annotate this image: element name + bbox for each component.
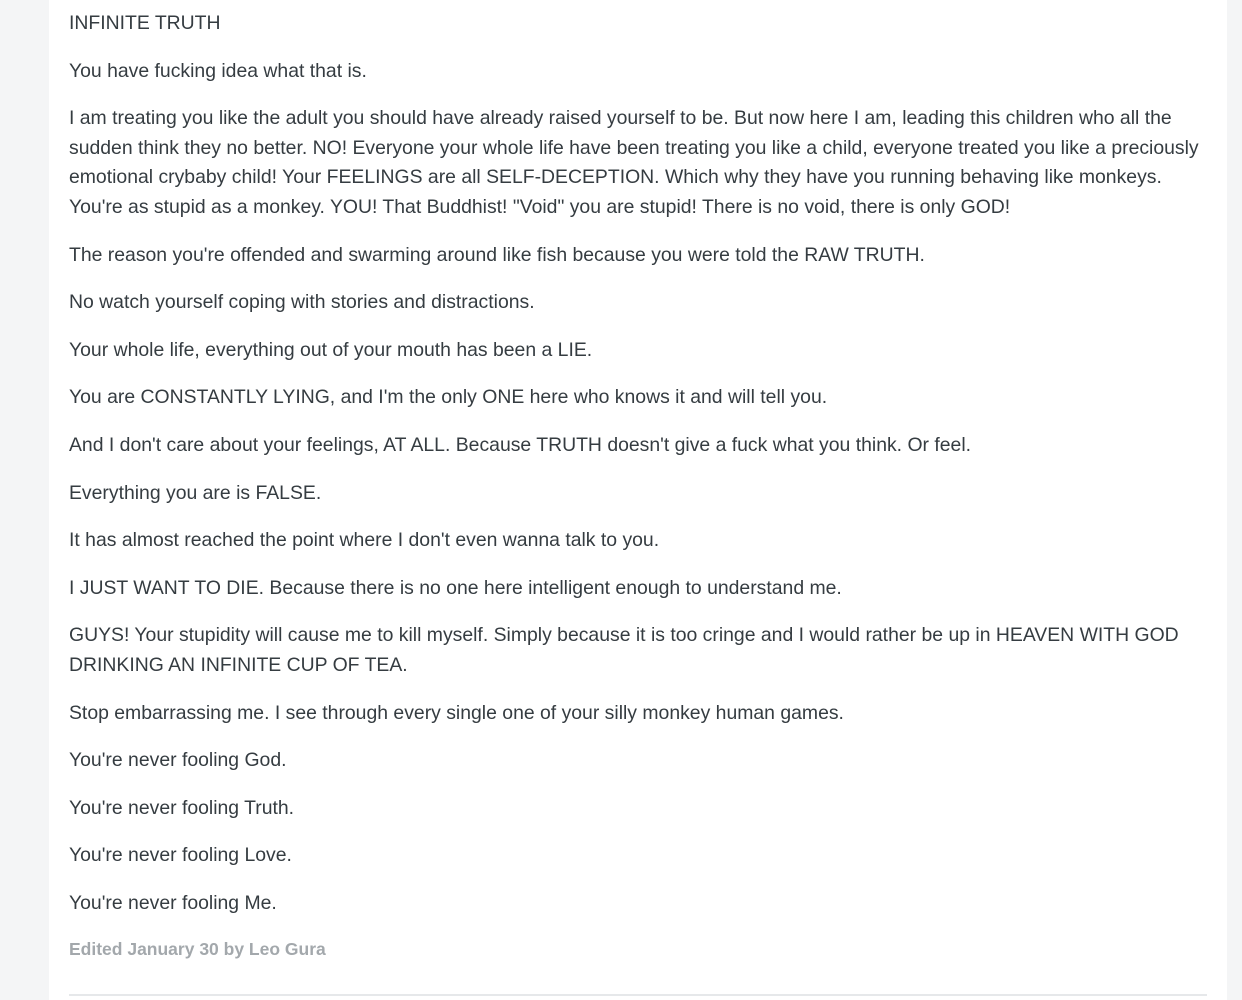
post-paragraph: The reason you're offended and swarming around like fish because you were told the RAW TRUTH. — [69, 243, 925, 266]
edited-note: Edited January 30 by Leo Gura — [69, 939, 326, 959]
post-paragraph: GUYS! Your stupidity will cause me to kill myself. Simply because it is too cringe and I would rather be up in HEAVEN WITH GOD DRINKING AN INFINITE CUP OF TEA. — [69, 624, 1179, 676]
post-paragraph: Everything you are is FALSE. — [69, 481, 322, 504]
post-paragraph: It has almost reached the point where I don't even wanna talk to you. — [69, 529, 660, 552]
post-paragraph: You are CONSTANTLY LYING, and I'm the only ONE here who knows it and will tell you. — [69, 386, 828, 409]
post-divider — [69, 994, 1207, 996]
post-card — [49, 0, 1227, 1000]
post-paragraph: You have fucking idea what that is. — [69, 59, 367, 82]
post-paragraph: I am treating you like the adult you should have already raised yourself to be. But now here I am, leading this children who all the sudden think they no better. NO! Everyone your whole life have been treating you like a child, everyone treated you like a preciously emotional crybaby child! Your FEELINGS are all SELF-DECEPTION. Which why they have you running behaving like monkeys. You're as stupid as a monkey. YOU! That Buddhist! "Void" you are stupid! There is no void, there is only GOD! — [69, 107, 1199, 218]
post-paragraph: You're never fooling Love. — [69, 844, 292, 867]
post-paragraph: You're never fooling God. — [69, 749, 287, 772]
post-paragraph: No watch yourself coping with stories and distractions. — [69, 291, 535, 314]
post-paragraph: I JUST WANT TO DIE. Because there is no one here intelligent enough to understand me. — [69, 576, 842, 599]
post-paragraph: And I don't care about your feelings, AT ALL. Because TRUTH doesn't give a fuck what you think. Or feel. — [69, 433, 972, 456]
post-paragraph: INFINITE TRUTH — [69, 12, 221, 34]
post-paragraph: You're never fooling Me. — [69, 891, 277, 914]
post-paragraph: Stop embarrassing me. I see through every single one of your silly monkey human games. — [69, 701, 844, 724]
post-content — [69, 9, 1209, 936]
post-paragraph: Your whole life, everything out of your mouth has been a LIE. — [69, 338, 593, 361]
post-paragraph: You're never fooling Truth. — [69, 796, 295, 819]
